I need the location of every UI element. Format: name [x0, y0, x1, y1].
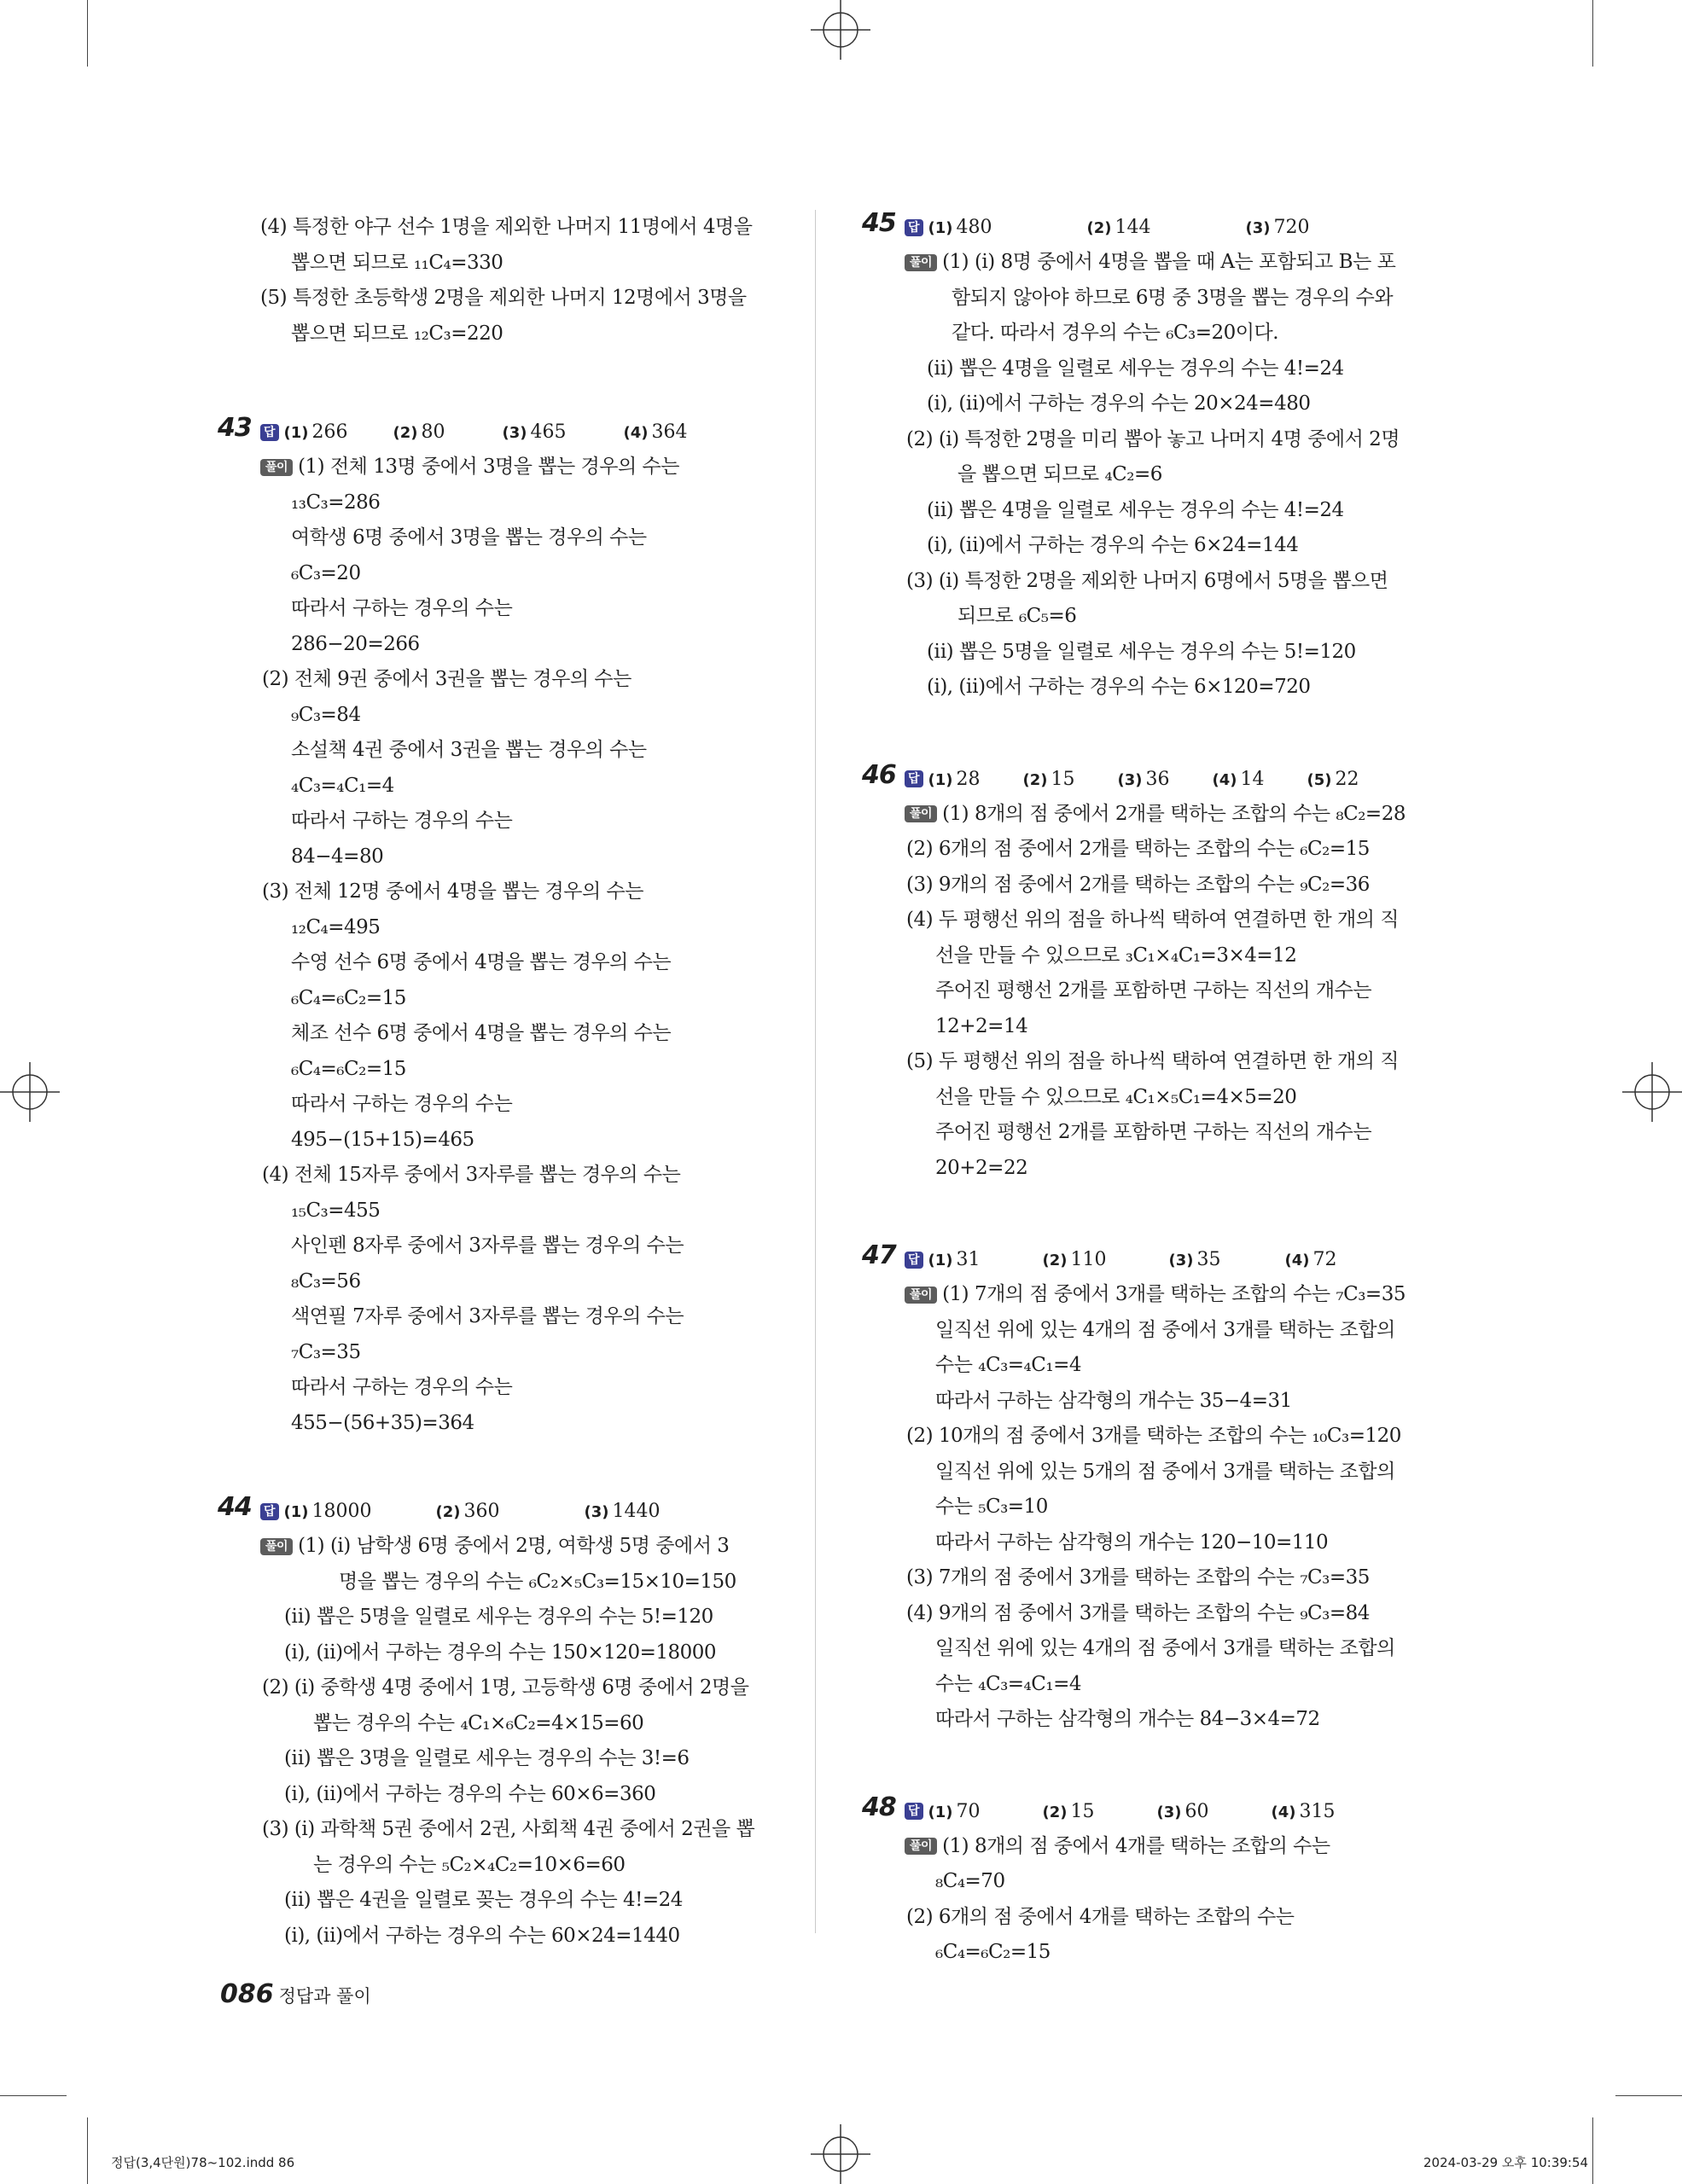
file-slug: 정답(3,4단원)78~102.indd 86 [111, 2155, 295, 2170]
solution-text: (1) 전체 13명 중에서 3명을 뽑는 경우의 수는 [298, 456, 679, 478]
registration-mark-icon [811, 2124, 870, 2184]
text-line [905, 797, 1417, 833]
text-line: 사인펜 8자루 중에서 3자루를 뽑는 경우의 수는 [291, 1234, 684, 1257]
problem-number: 45 [862, 208, 896, 238]
text-line: (2) (ⅰ) 특정한 2명을 미리 뽑아 놓고 나머지 4명 중에서 2명 [906, 427, 1400, 450]
answer-label: (3) [502, 424, 527, 442]
answer-badge: 답 [260, 424, 279, 441]
answer-badge: 답 [260, 1503, 279, 1520]
text-line: (ⅰ), (ⅱ)에서 구하는 경우의 수는 60×24=1440 [284, 1924, 680, 1947]
text-line [905, 245, 1417, 281]
answer-label: (2) [393, 424, 418, 442]
text-line: (ⅱ) 뽑은 3명을 일렬로 세우는 경우의 수는 3!=6 [284, 1747, 690, 1769]
print-timestamp: 2024-03-29 오후 10:39:54 [1423, 2155, 1589, 2170]
answer-badge: 답 [905, 770, 923, 787]
answer-item [284, 1501, 436, 1522]
answer-label: (5) [1307, 770, 1332, 789]
problem-44 [218, 1494, 781, 1954]
text-line: 선을 만들 수 있으므로 ₄C₁×₅C₁=4×5=20 [935, 1085, 1297, 1108]
text-line: (2) 전체 9권 중에서 3권을 뽑는 경우의 수는 [262, 668, 631, 690]
right-column [862, 210, 1417, 2024]
text-line: 따라서 구하는 경우의 수는 [291, 810, 513, 832]
answer-item [928, 769, 1023, 790]
text-line: (3) (ⅰ) 특정한 2명을 제외한 나머지 6명에서 5명을 뽑으면 [906, 569, 1388, 592]
text-line: (2) 10개의 점 중에서 3개를 택하는 조합의 수는 ₁₀C₃=120 [906, 1425, 1401, 1447]
text-line: (ⅱ) 뽑은 4명을 일렬로 세우는 경우의 수는 4!=24 [927, 498, 1344, 521]
text-line: ₆C₄=₆C₂=15 [291, 1057, 406, 1080]
answer-label: (4) [1212, 770, 1237, 789]
answer-label: (3) [1117, 770, 1143, 789]
text-line: 수는 ₄C₃=₄C₁=4 [935, 1672, 1082, 1695]
text-line: (3) 7개의 점 중에서 3개를 택하는 조합의 수는 ₇C₃=35 [906, 1566, 1370, 1589]
answer-item [1307, 769, 1367, 790]
answer-label: (3) [1245, 219, 1271, 237]
answer-value: 465 [530, 421, 567, 443]
problem-43 [218, 415, 781, 1441]
answer-item [1285, 1249, 1353, 1270]
text-line: 함되지 않아야 하므로 6명 중 3명을 뽑는 경우의 수와 [952, 286, 1394, 309]
page-footer-text: 정답과 풀이 [278, 1986, 371, 2007]
answer-label: (1) [928, 1803, 953, 1821]
answer-value: 144 [1115, 217, 1151, 238]
answer-label: (1) [928, 770, 953, 789]
answer-label: (2) [435, 1503, 461, 1521]
text-line: 일직선 위에 있는 4개의 점 중에서 3개를 택하는 조합의 [935, 1318, 1395, 1341]
answer-label: (4) [623, 424, 649, 442]
crop-mark [1592, 2117, 1593, 2184]
answer-item [1272, 1801, 1348, 1822]
answer-label: (2) [1086, 219, 1112, 237]
answer-value: 18000 [311, 1501, 372, 1522]
text-line: (3) (ⅰ) 과학책 5권 중에서 2권, 사회책 4권 중에서 2권을 뽑 [262, 1818, 755, 1840]
problem-45 [862, 210, 1417, 706]
text-line: 286−20=266 [291, 632, 420, 655]
text-line: (3) 9개의 점 중에서 2개를 택하는 조합의 수는 ₉C₂=36 [906, 873, 1370, 896]
problem-number: 43 [218, 413, 252, 443]
text-line: 여학생 6명 중에서 3명을 뽑는 경우의 수는 [291, 526, 647, 549]
answer-label: (1) [283, 424, 309, 442]
text-line: (2) (ⅰ) 중학생 4명 중에서 1명, 고등학생 6명 중에서 2명을 [262, 1676, 749, 1699]
answer-value: 35 [1196, 1249, 1221, 1270]
text-line: 수는 ₄C₃=₄C₁=4 [935, 1354, 1082, 1376]
answer-row [260, 1494, 781, 1529]
answer-value: 80 [421, 421, 445, 443]
answer-item [928, 1249, 1043, 1270]
text-line: (5) 두 평행선 위의 점을 하나씩 택하여 연결하면 한 개의 직 [906, 1050, 1399, 1072]
answer-badge: 답 [905, 1803, 923, 1820]
answer-value: 720 [1273, 217, 1310, 238]
text-line: ₁₃C₃=286 [291, 491, 381, 514]
text-line: (4) 9개의 점 중에서 3개를 택하는 조합의 수는 ₉C₃=84 [906, 1601, 1370, 1624]
solution-badge: 풀이 [260, 1538, 293, 1555]
answer-value: 60 [1184, 1800, 1209, 1822]
answer-item [1087, 217, 1246, 238]
text-line: (ⅱ) 뽑은 5명을 일렬로 세우는 경우의 수는 5!=120 [284, 1606, 713, 1628]
registration-mark-icon [1622, 1062, 1682, 1122]
solution-text: (1) (ⅰ) 8명 중에서 4명을 뽑을 때 A는 포함되고 B는 포 [942, 251, 1396, 273]
text-line [905, 1277, 1417, 1313]
answer-label: (3) [1156, 1803, 1182, 1821]
crop-mark [1592, 0, 1593, 67]
answer-value: 72 [1312, 1249, 1337, 1270]
text-line: ₄C₃=₄C₁=4 [291, 774, 394, 797]
text-line: (2) 6개의 점 중에서 4개를 택하는 조합의 수는 [906, 1905, 1295, 1928]
text-line: ₉C₃=84 [291, 703, 361, 726]
answer-value: 15 [1070, 1800, 1095, 1822]
text-line: 주어진 평행선 2개를 포함하면 구하는 직선의 개수는 [935, 1121, 1372, 1143]
text-line: 따라서 구하는 삼각형의 개수는 84−3×4=72 [935, 1708, 1320, 1730]
answer-value: 110 [1070, 1249, 1107, 1270]
answer-label: (4) [1284, 1252, 1310, 1269]
registration-mark-icon [811, 0, 870, 60]
text-line: 따라서 구하는 경우의 수는 [291, 1376, 513, 1398]
answer-row [905, 1242, 1417, 1277]
solution-text: (1) 8개의 점 중에서 4개를 택하는 조합의 수는 [942, 1834, 1330, 1857]
text-line: (ⅱ) 뽑은 4명을 일렬로 세우는 경우의 수는 4!=24 [927, 357, 1344, 380]
answer-row [260, 415, 781, 450]
answer-row [905, 762, 1417, 797]
answer-item [1246, 217, 1331, 238]
page-footer [220, 1979, 371, 2009]
answer-label: (3) [584, 1503, 609, 1521]
text-line: 따라서 구하는 경우의 수는 [291, 1093, 513, 1115]
answer-label: (3) [1168, 1252, 1194, 1269]
answer-value: 360 [463, 1501, 500, 1522]
answer-item [928, 217, 1087, 238]
solution-badge: 풀이 [905, 805, 937, 822]
text-line [260, 450, 781, 485]
text-line: (4) 전체 15자루 중에서 3자루를 뽑는 경우의 수는 [262, 1164, 681, 1186]
text-line: 뽑으면 되므로 ₁₂C₃=220 [291, 322, 503, 345]
answer-value: 364 [651, 421, 688, 443]
text-line: 455−(56+35)=364 [291, 1411, 474, 1434]
text-line: ₆C₄=₆C₂=15 [935, 1941, 1051, 1963]
answer-item [1213, 769, 1307, 790]
text-line: 색연필 7자루 중에서 3자루를 뽑는 경우의 수는 [291, 1305, 684, 1327]
text-line: (4) 두 평행선 위의 점을 하나씩 택하여 연결하면 한 개의 직 [906, 909, 1399, 931]
answer-value: 315 [1299, 1800, 1336, 1822]
text-line: (4) 특정한 야구 선수 1명을 제외한 나머지 11명에서 4명을 [260, 216, 753, 238]
page-number: 086 [220, 1979, 274, 2009]
text-line: 을 뽑으면 되므로 ₄C₂=6 [957, 463, 1162, 485]
text-line [905, 1829, 1417, 1865]
answer-item [503, 421, 624, 443]
text-line: 20+2=22 [935, 1156, 1028, 1179]
answer-label: (2) [1042, 1252, 1068, 1269]
text-line: (ⅱ) 뽑은 4권을 일렬로 꽂는 경우의 수는 4!=24 [284, 1889, 683, 1911]
problem-number: 44 [218, 1492, 252, 1522]
text-line: (5) 특정한 초등학생 2명을 제외한 나머지 12명에서 3명을 [260, 287, 747, 309]
text-line: ₆C₃=20 [291, 561, 361, 584]
left-column [218, 210, 781, 2007]
problem-48 [862, 1794, 1417, 1971]
solution-text: (1) 8개의 점 중에서 2개를 택하는 조합의 수는 ₈C₂=28 [942, 802, 1406, 825]
crop-mark [87, 0, 88, 67]
text-line: 같다. 따라서 경우의 수는 ₆C₃=20이다. [952, 322, 1279, 344]
answer-value: 70 [956, 1800, 981, 1822]
text-line: 일직선 위에 있는 4개의 점 중에서 3개를 택하는 조합의 [935, 1637, 1395, 1659]
text-line: (ⅰ), (ⅱ)에서 구하는 경우의 수는 6×120=720 [927, 676, 1311, 698]
text-line: ₁₂C₄=495 [291, 915, 381, 938]
answer-badge: 답 [905, 1252, 923, 1269]
solution-text: (1) (ⅰ) 남학생 6명 중에서 2명, 여학생 5명 중에서 3 [298, 1535, 730, 1557]
text-line: 일직선 위에 있는 5개의 점 중에서 3개를 택하는 조합의 [935, 1460, 1395, 1483]
solution-badge: 풀이 [905, 254, 937, 271]
text-line: ₇C₃=35 [291, 1340, 361, 1363]
answer-value: 266 [311, 421, 348, 443]
answer-item [624, 421, 709, 443]
text-line: 따라서 구하는 삼각형의 개수는 35−4=31 [935, 1389, 1292, 1412]
answer-item [928, 1801, 1043, 1822]
text-line [260, 1529, 781, 1565]
answer-label: (1) [928, 219, 953, 237]
answer-label: (1) [283, 1503, 309, 1521]
text-line: 수영 선수 6명 중에서 4명을 뽑는 경우의 수는 [291, 951, 672, 973]
text-line: (ⅰ), (ⅱ)에서 구하는 경우의 수는 150×120=18000 [284, 1641, 717, 1664]
answer-item [1023, 769, 1118, 790]
answer-item [1043, 1249, 1169, 1270]
problem-47 [862, 1242, 1417, 1738]
answer-value: 31 [956, 1249, 981, 1270]
solution-badge: 풀이 [905, 1838, 937, 1855]
answer-item [436, 1501, 585, 1522]
answer-badge: 답 [905, 219, 923, 236]
problem-number: 48 [862, 1792, 896, 1822]
answer-value: 480 [956, 217, 992, 238]
answer-value: 14 [1240, 768, 1265, 790]
text-line: 수는 ₅C₃=10 [935, 1496, 1048, 1518]
problem-46 [862, 759, 1417, 1187]
text-line: 되므로 ₆C₅=6 [957, 605, 1077, 627]
solution-text: (1) 7개의 점 중에서 3개를 택하는 조합의 수는 ₇C₃=35 [942, 1283, 1406, 1305]
text-line: ₈C₃=56 [291, 1269, 361, 1292]
crop-mark [0, 2095, 67, 2096]
text-line: 따라서 구하는 삼각형의 개수는 120−10=110 [935, 1531, 1329, 1554]
text-line: ₈C₄=70 [935, 1870, 1005, 1892]
text-line: 주어진 평행선 2개를 포함하면 구하는 직선의 개수는 [935, 979, 1372, 1002]
answer-item [393, 421, 503, 443]
text-line: 명을 뽑는 경우의 수는 ₆C₂×₅C₃=15×10=150 [339, 1570, 736, 1593]
solution-badge: 풀이 [905, 1287, 937, 1304]
text-line: (ⅰ), (ⅱ)에서 구하는 경우의 수는 20×24=480 [927, 392, 1311, 415]
solution-badge: 풀이 [260, 459, 293, 476]
text-line: 소설책 4권 중에서 3권을 뽑는 경우의 수는 [291, 739, 647, 761]
text-line: 뽑는 경우의 수는 ₄C₁×₆C₂=4×15=60 [313, 1711, 644, 1734]
answer-value: 22 [1335, 768, 1359, 790]
answer-value: 15 [1051, 768, 1075, 790]
text-line: 12+2=14 [935, 1014, 1028, 1037]
answer-label: (4) [1271, 1803, 1296, 1821]
problem-number: 46 [862, 759, 896, 790]
crop-mark [87, 2117, 88, 2184]
answer-item [585, 1501, 687, 1522]
text-line: (2) 6개의 점 중에서 2개를 택하는 조합의 수는 ₆C₂=15 [906, 838, 1370, 860]
text-line: 495−(15+15)=465 [291, 1128, 474, 1151]
problem-number: 47 [862, 1240, 896, 1270]
text-line: ₆C₄=₆C₂=15 [291, 986, 406, 1009]
answer-item [1169, 1249, 1285, 1270]
text-line: 체조 선수 6명 중에서 4명을 뽑는 경우의 수는 [291, 1022, 672, 1044]
text-line: (ⅰ), (ⅱ)에서 구하는 경우의 수는 60×6=360 [284, 1782, 656, 1805]
answer-item [1118, 769, 1213, 790]
text-line: (ⅰ), (ⅱ)에서 구하는 경우의 수는 6×24=144 [927, 534, 1299, 556]
text-line: 84−4=80 [291, 845, 384, 868]
answer-value: 28 [956, 768, 981, 790]
text-line: 뽑으면 되므로 ₁₁C₄=330 [291, 251, 503, 274]
continued-solution [218, 210, 781, 351]
text-line: 는 경우의 수는 ₅C₂×₄C₂=10×6=60 [313, 1853, 626, 1876]
answer-label: (2) [1042, 1803, 1068, 1821]
text-line: (3) 전체 12명 중에서 4명을 뽑는 경우의 수는 [262, 880, 643, 903]
answer-item [284, 421, 393, 443]
answer-row [905, 210, 1417, 245]
answer-value: 1440 [612, 1501, 661, 1522]
answer-item [1157, 1801, 1272, 1822]
text-line: 선을 만들 수 있으므로 ₃C₁×₄C₁=3×4=12 [935, 944, 1297, 967]
answer-label: (1) [928, 1252, 953, 1269]
answer-label: (2) [1022, 770, 1048, 789]
answer-item [1043, 1801, 1157, 1822]
crop-mark [1615, 2095, 1682, 2096]
text-line: ₁₅C₃=455 [291, 1199, 381, 1222]
answer-value: 36 [1145, 768, 1170, 790]
column-divider [815, 210, 816, 1933]
answer-row [905, 1794, 1417, 1829]
text-line: (ⅱ) 뽑은 5명을 일렬로 세우는 경우의 수는 5!=120 [927, 640, 1356, 663]
registration-mark-icon [0, 1062, 60, 1122]
text-line: 따라서 구하는 경우의 수는 [291, 597, 513, 619]
